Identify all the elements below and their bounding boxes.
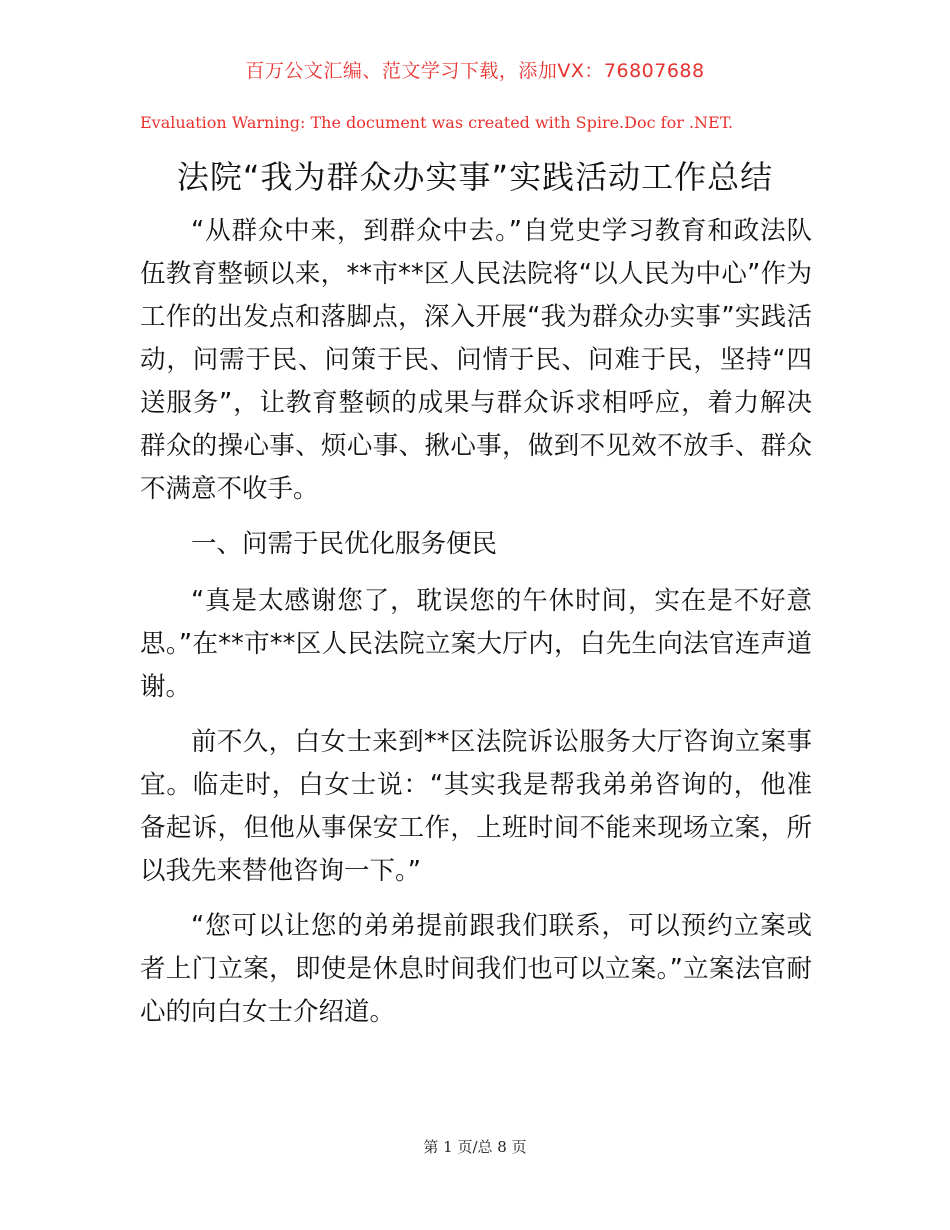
body-paragraph: “您可以让您的弟弟提前跟我们联系，可以预约立案或者上门立案，即使是休息时间我们也可以立案。”立案法官耐心的向白女士介绍道。	[140, 911, 812, 1027]
evaluation-warning: Evaluation Warning: The document was created with Spire.Doc for .NET.	[140, 113, 734, 132]
intro-paragraph: “从群众中来，到群众中去。”自党史学习教育和政法队伍教育整顿以来，**市**区人民法院将“以人民为中心”作为工作的出发点和落脚点，深入开展“我为群众办实事”实践活动，问需于民、问策于民、问情于民、问难于民，坚持“四送服务”，让教育整顿的成果与群众诉求相呼应，着力解决群众的操心事、烦心事、揪心事，做到不见效不放手、群众不满意不收手。	[140, 216, 812, 504]
section-heading: 一、问需于民优化服务便民	[191, 529, 498, 559]
body-paragraph: 前不久，白女士来到**区法院诉讼服务大厅咨询立案事宜。临走时，白女士说：“其实我是帮我弟弟咨询的，他准备起诉，但他从事保安工作，上班时间不能来现场立案，所以我先来替他咨询一下。”	[140, 727, 812, 886]
document-title: 法院“我为群众办实事”实践活动工作总结	[176, 158, 774, 196]
page-number-footer: 第 1 页/总 8 页	[423, 1138, 527, 1156]
body-paragraph: “真是太感谢您了，耽误您的午休时间，实在是不好意思。”在**市**区人民法院立案大厅内，白先生向法官连声道谢。	[140, 586, 812, 702]
document-body	[140, 210, 812, 1046]
header-promo-banner: 百万公文汇编、范文学习下载，添加VX：76807688	[245, 60, 705, 82]
